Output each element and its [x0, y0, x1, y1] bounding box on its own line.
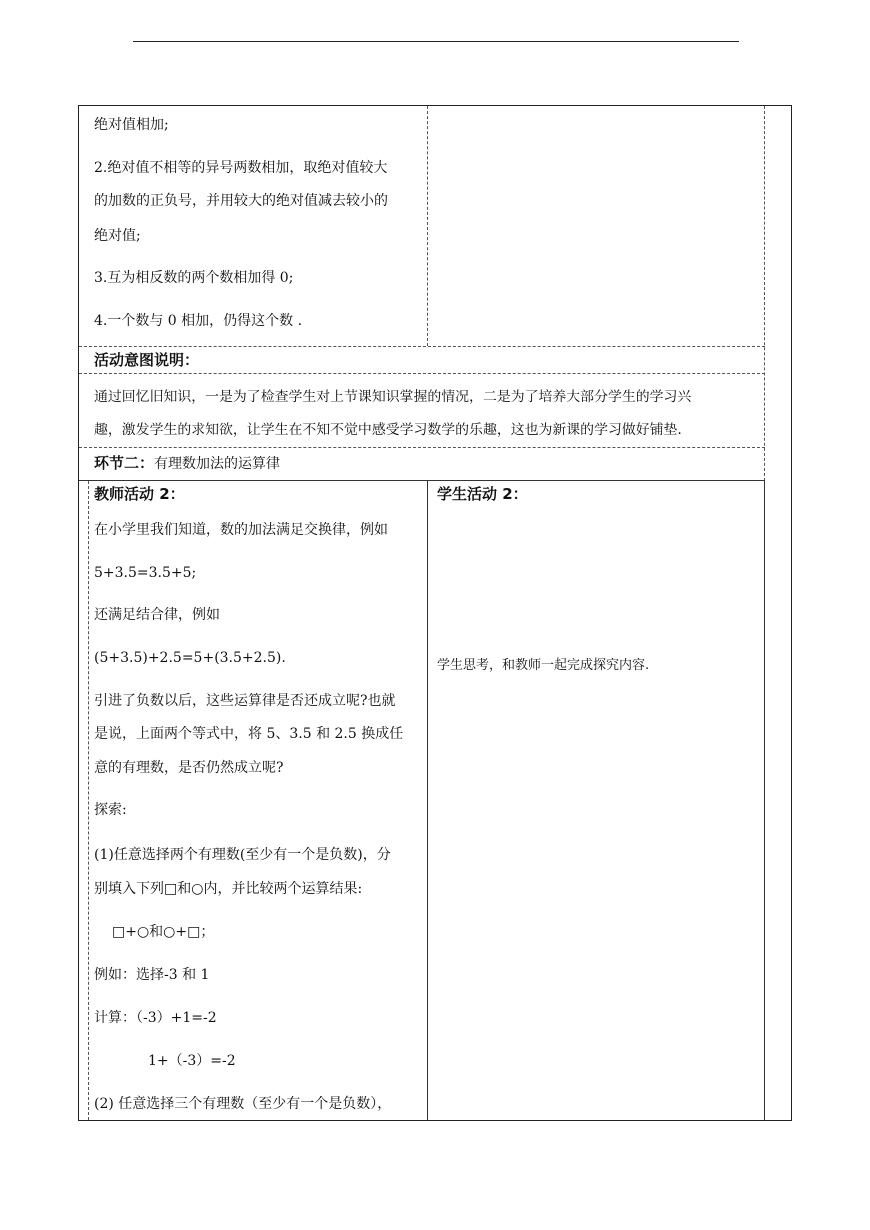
teacher-line: 5+3.5=3.5+5;: [94, 565, 197, 581]
teacher-line: 在小学里我们知道，数的加法满足交换律，例如: [94, 522, 388, 538]
teacher-line: 计算：（-3）+1=-2: [94, 1010, 217, 1026]
left-inner-border-lower: [88, 481, 89, 1120]
teacher-line: 1+（-3）=-2: [148, 1053, 236, 1069]
teacher-line: 别填入下列□和○内，并比较两个运算结果:: [94, 881, 363, 897]
row-divider-activities: [79, 480, 765, 481]
teacher-line: □+○和○+□；: [112, 924, 215, 940]
rules-line: 4.一个数与 0 相加，仍得这个数 .: [94, 313, 303, 329]
teacher-line: 例如：选择-3 和 1: [94, 967, 210, 983]
teacher-line: 探索:: [94, 802, 127, 818]
intent-heading: 活动意图说明：: [94, 351, 200, 369]
column-divider-top: [427, 106, 428, 346]
teacher-heading: 教师活动 2：: [94, 485, 185, 503]
section2-label: 环节二：: [94, 454, 155, 472]
teacher-line: 还满足结合律，例如: [94, 607, 220, 623]
student-heading: 学生活动 2：: [437, 485, 528, 503]
row-divider-intent: [79, 346, 765, 347]
rules-line: 3.互为相反数的两个数相加得 0;: [94, 270, 294, 286]
teacher-line: (5+3.5)+2.5=5+(3.5+2.5).: [94, 650, 286, 666]
teacher-line: 是说，上面两个等式中，将 5、3.5 和 2.5 换成任: [94, 726, 404, 742]
row-divider-section2: [79, 447, 765, 448]
right-inner-border: [764, 106, 765, 481]
teacher-line: 意的有理数，是否仍然成立呢?: [94, 760, 284, 776]
intent-line: 趣，激发学生的求知欲，让学生在不知不觉中感受学习数学的乐趣，这也为新课的学习做好铺垫.: [94, 422, 682, 438]
teacher-line: 引进了负数以后，这些运算律是否还成立呢?也就: [94, 693, 396, 709]
row-divider-intent-body: [79, 373, 765, 374]
rules-line: 的加数的正负号，并用较大的绝对值减去较小的: [94, 193, 388, 209]
column-divider-bottom: [427, 481, 428, 1120]
rules-line: 绝对值;: [94, 228, 141, 244]
section2-title: 有理数加法的运算律: [154, 456, 281, 472]
right-inner-border-lower: [764, 481, 765, 1120]
header-rule: [133, 41, 739, 42]
section2-header: [94, 453, 280, 474]
rules-line: 绝对值相加;: [94, 117, 169, 133]
student-text: 学生思考，和教师一起完成探究内容.: [437, 658, 650, 673]
teacher-line: (2) 任意选择三个有理数（至少有一个是负数），: [94, 1096, 392, 1112]
teacher-line: (1)任意选择两个有理数(至少有一个是负数)，分: [94, 847, 391, 863]
intent-line: 通过回忆旧知识，一是为了检查学生对上节课知识掌握的情况，二是为了培养大部分学生的学习兴: [94, 389, 692, 405]
rules-line: 2.绝对值不相等的异号两数相加，取绝对值较大: [94, 160, 388, 176]
